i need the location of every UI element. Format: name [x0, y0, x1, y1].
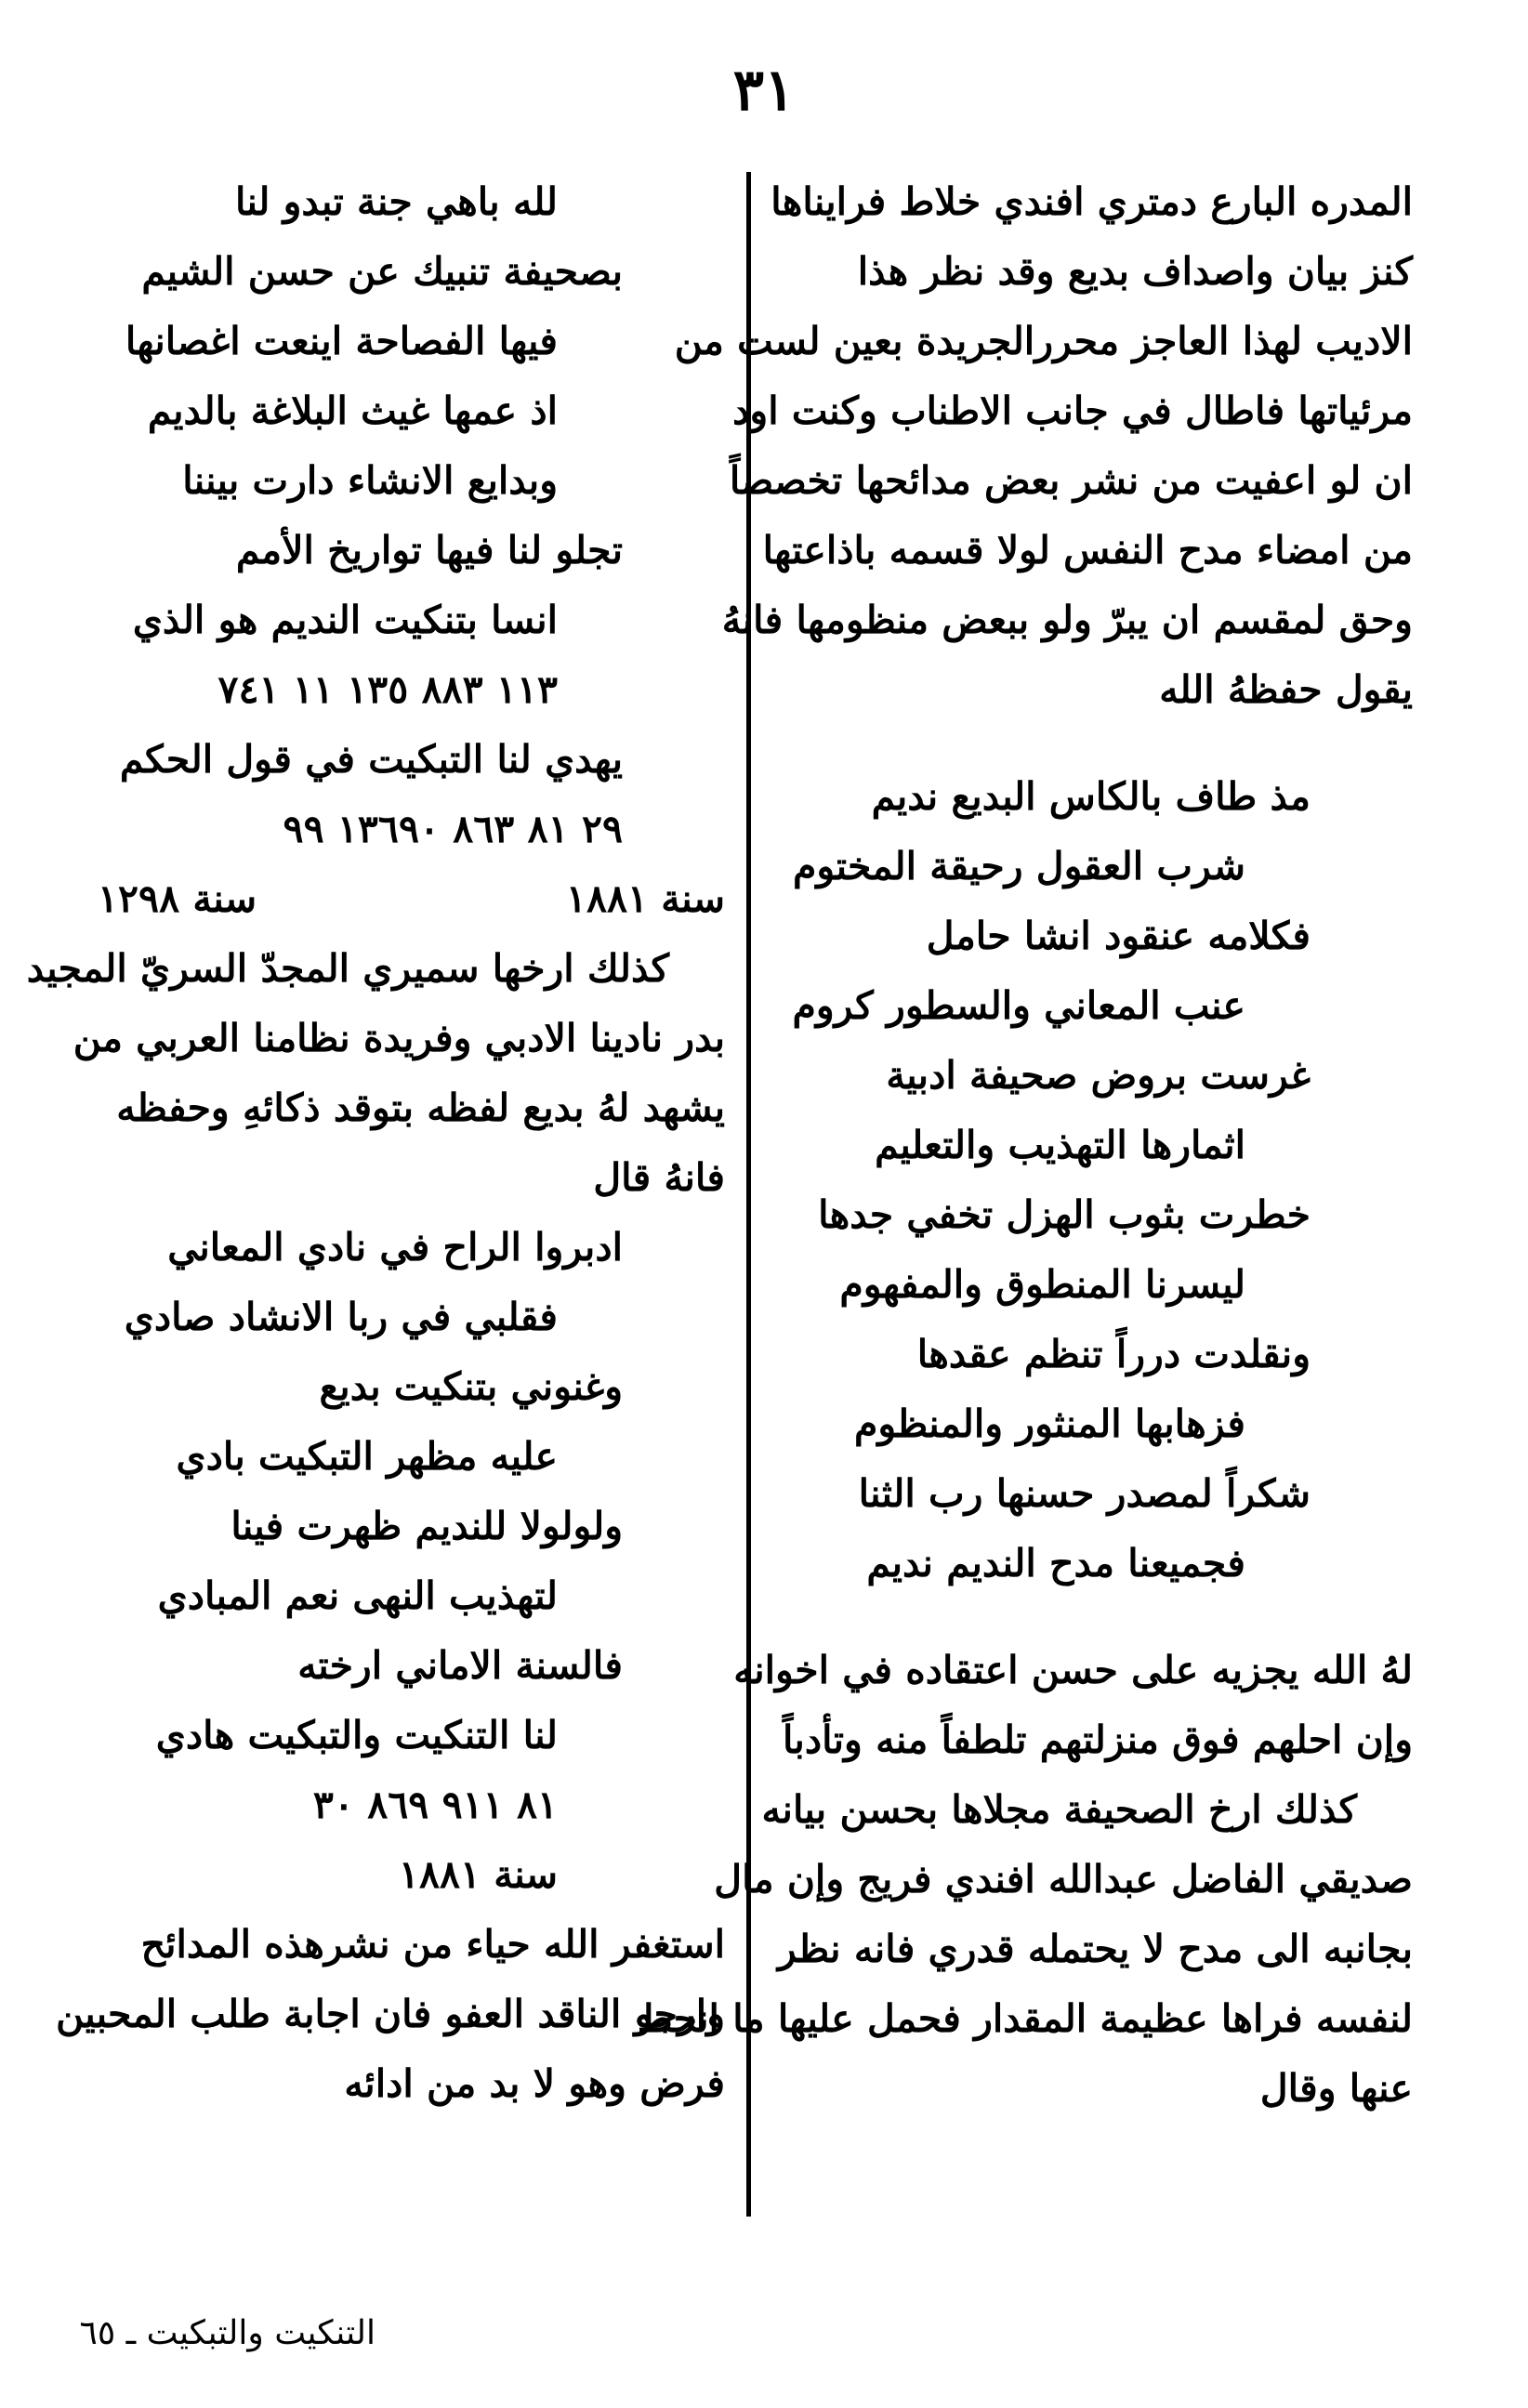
left-prose: [26, 934, 725, 1213]
verse-line: فالسنة الاماني ارخته: [297, 1643, 623, 1688]
text-line: وارجو الناقد العفو فان اجابة طلب المحبين: [56, 1992, 725, 2036]
verse-line: غرست بروض صحيفة ادبية: [886, 1053, 1311, 1098]
left-poem-1: [98, 167, 725, 655]
verse-line: اذ عمها غيث البلاغة بالديم: [147, 388, 558, 433]
verse-line: فقلبي في ربا الانشاد صادي: [124, 1295, 558, 1339]
year-ad: سنة ١٨٨١: [565, 876, 725, 921]
text-line: صديقي الفاضل عبدالله افندي فريج وإن مال: [714, 1857, 1413, 1901]
verse-line: ليسرنا المنطوق والمفهوم: [839, 1262, 1245, 1307]
text-line: فانهُ قال: [593, 1155, 725, 1200]
verse-line: شرب العقول رحيقة المختوم: [793, 844, 1245, 888]
right-poem: [762, 762, 1413, 1599]
verse-line: انسا بتنكيت النديم هو الذي: [132, 598, 558, 642]
verse-line: بصحيفة تنبيك عن حسن الشيم: [141, 249, 623, 294]
right-prose-1: [674, 167, 1413, 725]
text-line: الاديب لهذا العاجز محررالجريدة بعين لست من: [674, 319, 1413, 363]
text-line: كذلك ارخها سميري المجدّ السريّ المجيد: [26, 946, 669, 991]
right-prose-2: [637, 1636, 1413, 2124]
verse-line: مذ طاف بالكاس البديع نديم: [871, 774, 1311, 819]
verse-line: لنا التنكيت والتبكيت هادي: [155, 1713, 558, 1757]
text-line: فرض وهو لا بد من ادائه: [344, 2061, 725, 2106]
verse-line: وغنوني بتنكيت بديع: [319, 1364, 623, 1409]
verse-line: فجميعنا مدح النديم نديم: [866, 1541, 1245, 1586]
text-line: يقول حفظهُ الله: [1159, 667, 1413, 712]
chronogram-numbers: ١١٣ ٨٨٣ ١٣٥ ١١ ٧٤١: [217, 667, 558, 712]
verse-line: وبدايع الانشاء دارت بيننا: [182, 458, 558, 503]
text-line: من امضاء مدح النفس لولا قسمه باذاعتها: [762, 528, 1413, 572]
text-line: مرئياتها فاطال في جانب الاطناب وكنت اود: [732, 388, 1413, 433]
text-line: لهُ الله يجزيه على حسن اعتقاده في اخوانه: [733, 1648, 1413, 1692]
text-line: ان لو اعفيت من نشر بعض مدائحها تخصصاً: [729, 458, 1413, 503]
verse-line: عنب المعاني والسطور كروم: [792, 983, 1245, 1028]
verse-line: لتهذيب النهى نعم المبادي: [157, 1573, 558, 1618]
year-ah: سنة ١٢٩٨: [98, 876, 257, 921]
verse-line: اثمارها التهذيب والتعليم: [875, 1123, 1245, 1167]
left-column: [26, 167, 725, 2119]
chronogram-numbers: ٨١ ٩١١ ٨٦٩ ٣٠: [312, 1783, 558, 1827]
text-line: استغفر الله حياء من نشرهذه المدائح: [140, 1922, 725, 1967]
verse-line: عليه مظهر التبكيت بادي: [176, 1434, 558, 1479]
text-line: وحق لمقسم ان يبرّ ولو ببعض منظومها فانهُ: [721, 598, 1413, 642]
footer-text: التنكيت والتبكيت ـ ٦٥: [79, 2314, 375, 2352]
year-row: [98, 864, 725, 934]
text-line: عنها وقال: [1259, 2066, 1413, 2111]
verse-line: خطرت بثوب الهزل تخفي جدها: [818, 1192, 1311, 1237]
text-line: يشهد لهُ بديع لفظه بتوقد ذكائهِ وحفظه: [116, 1086, 725, 1130]
verse-line: ولولولا للنديم ظهرت فينا: [231, 1504, 623, 1548]
left-closing: [56, 1910, 725, 2119]
verse-line: ونقلدت درراً تنظم عقدها: [916, 1332, 1311, 1376]
verse-line: فزهابها المنثور والمنظوم: [854, 1401, 1245, 1446]
text-line: لنفسه فراها عظيمة المقدار فحمل عليها ما انحط: [637, 1996, 1413, 2041]
text-line: كنز بيان واصداف بديع وقد نظر هذا: [857, 249, 1413, 294]
text-line: المدره البارع دمتري افندي خلاط فرايناها: [771, 179, 1413, 224]
verse-line: شكراً لمصدر حسنها رب الثنا: [858, 1471, 1311, 1516]
text-line: بدر نادينا الادبي وفريدة نظامنا العربي من: [72, 1016, 725, 1060]
verse-line: فكلامه عنقود انشا حامل: [926, 914, 1311, 958]
text-line: كذلك ارخ الصحيفة مجلاها بحسن بيانه: [761, 1787, 1357, 1832]
text-line: وإن احلهم فوق منزلتهم تلطفاً منه وتأدباً: [782, 1717, 1413, 1762]
verse-line: ادبروا الراح في نادي المعاني: [167, 1225, 623, 1270]
verse-line: تجلو لنا فيها تواريخ الأمم: [235, 528, 623, 572]
left-poem-2: [98, 1213, 725, 1770]
year-line: سنة ١٨٨١: [398, 1852, 558, 1897]
verse-line: لله باهي جنة تبدو لنا: [235, 179, 558, 224]
chronogram-numbers: ٢٩ ٨١ ٨٦٣ ١٣٦٩٠ ٩٩: [283, 807, 623, 851]
page-number: ٣١: [732, 56, 796, 124]
verse-line: يهدي لنا التبكيت في قول الحكم: [119, 737, 623, 782]
text-line: بجانبه الى مدح لا يحتمله قدري فانه نظر: [777, 1927, 1413, 1971]
verse-line: فيها الفصاحة اينعت اغصانها: [125, 319, 558, 363]
